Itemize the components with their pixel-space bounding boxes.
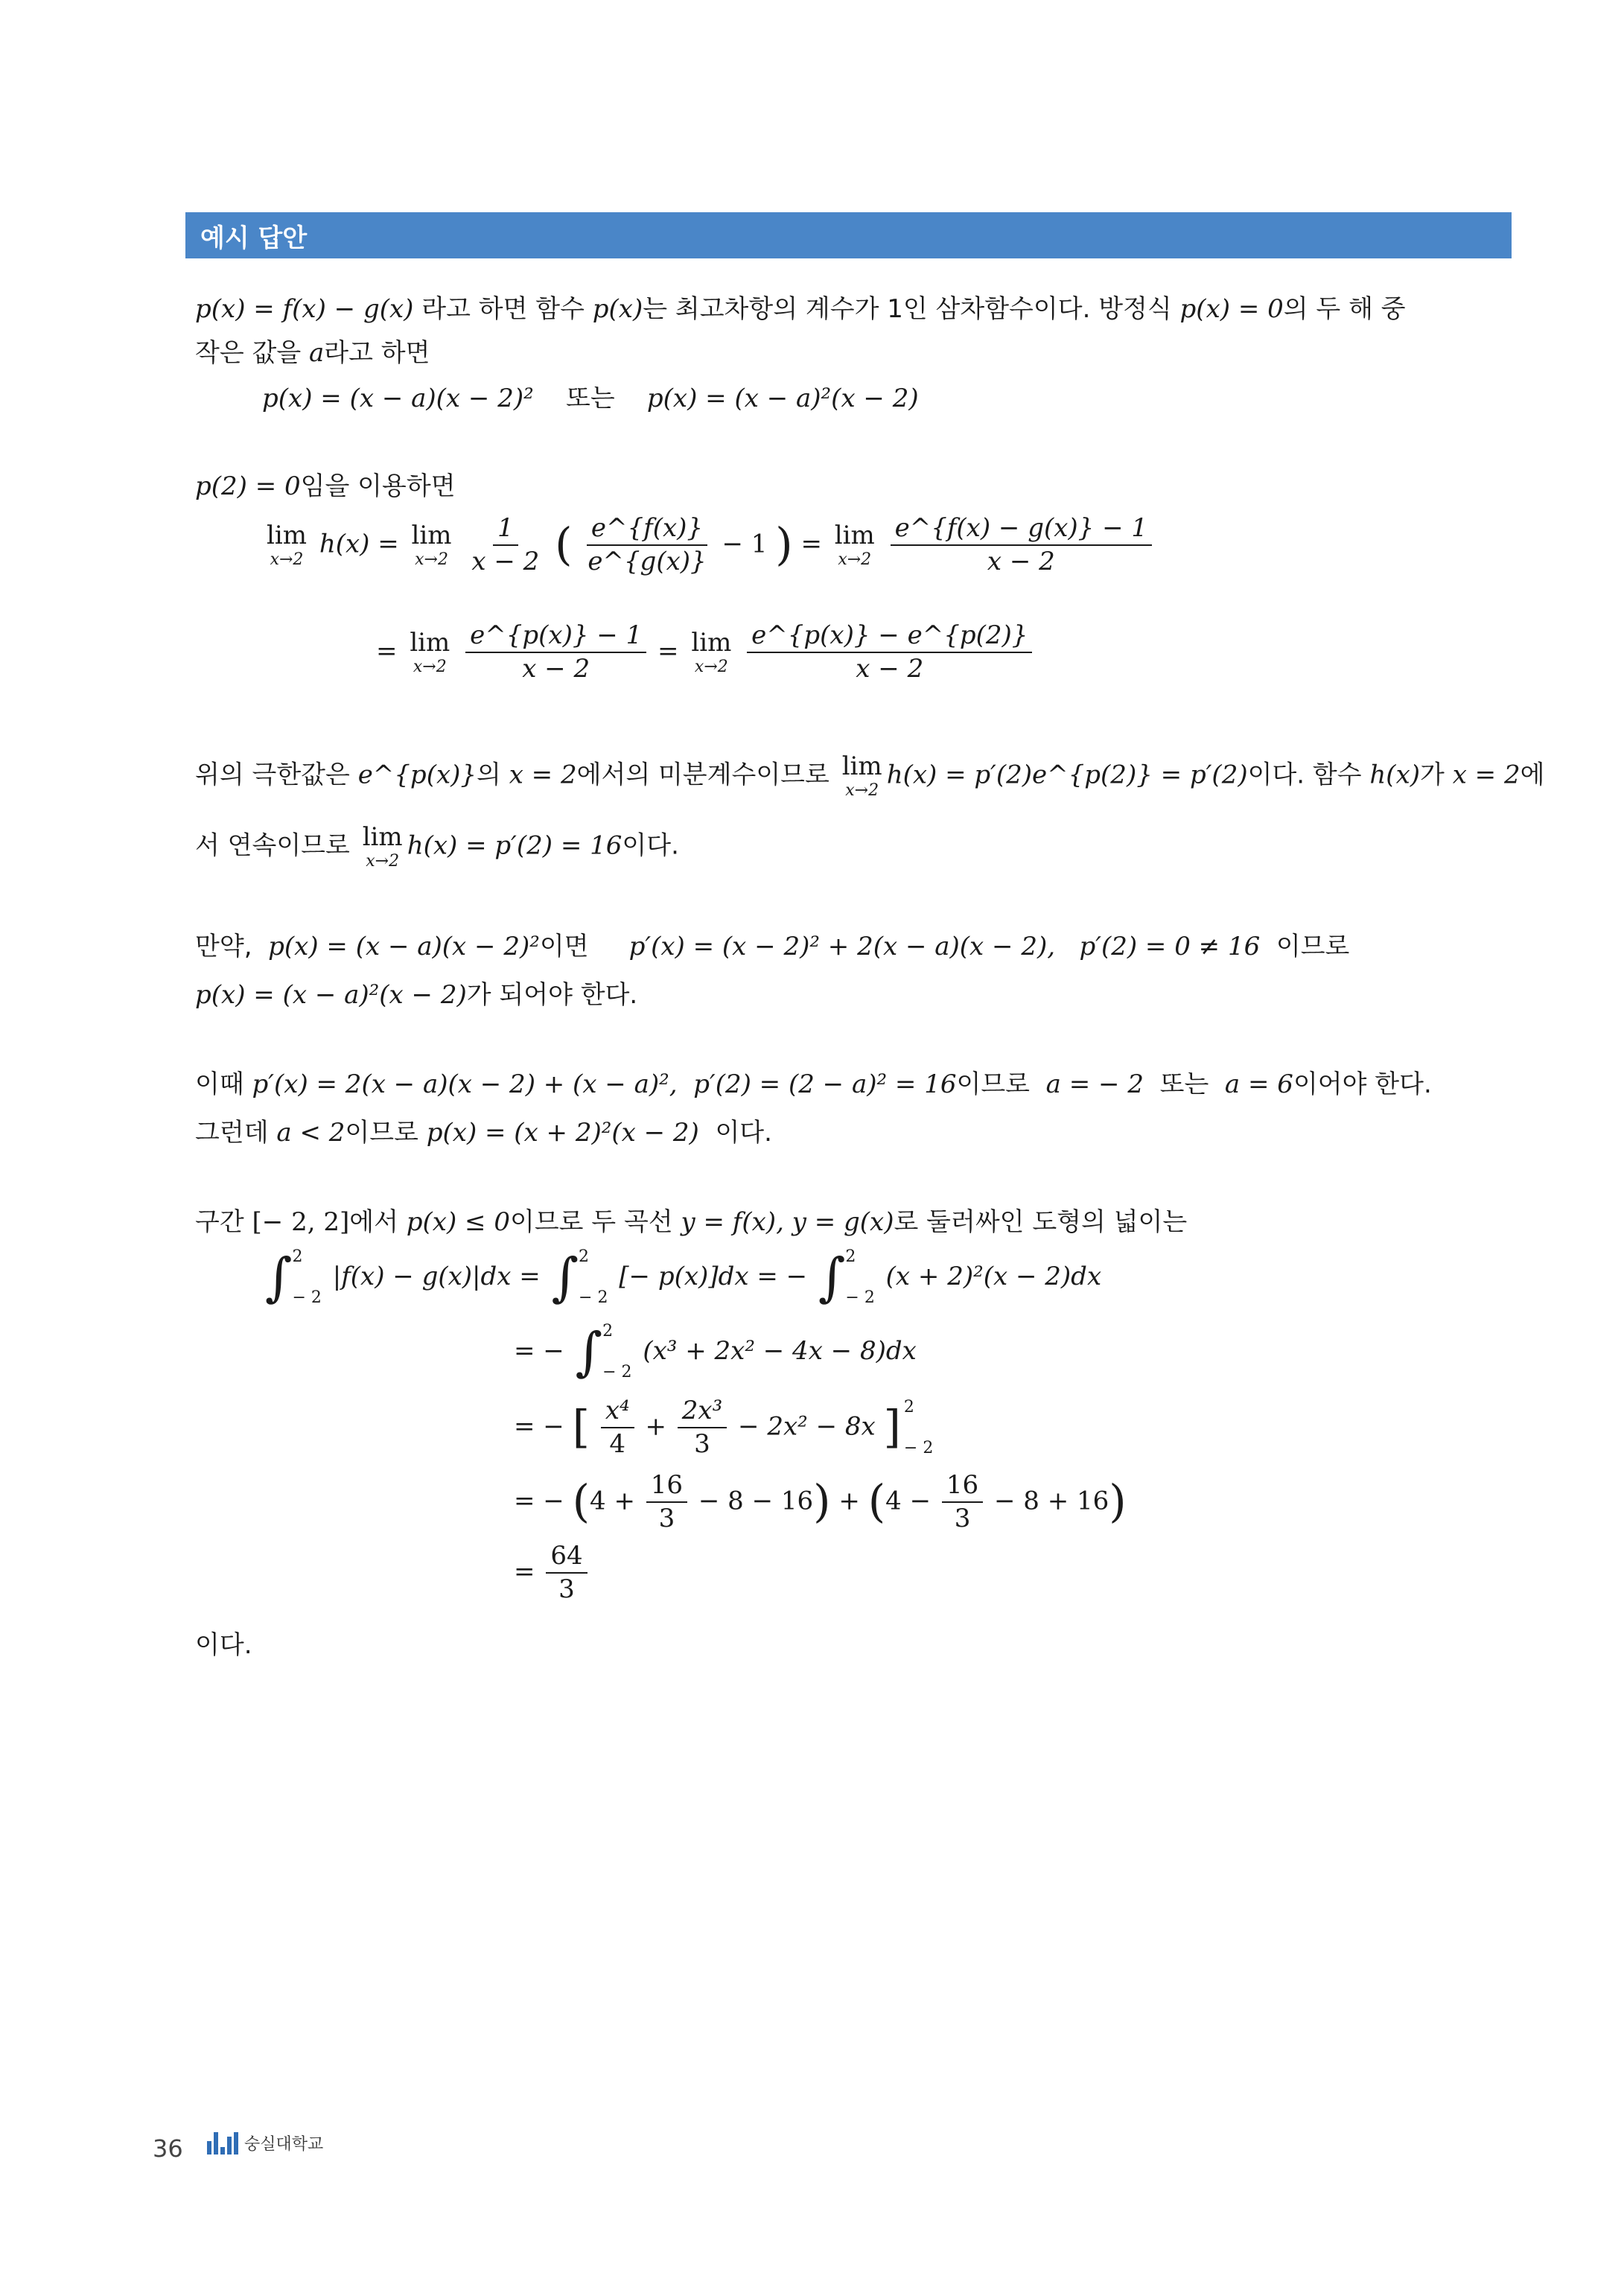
integral-sign: ∫ 2 − 2 bbox=[818, 1247, 875, 1308]
integral-line-4: = − (4 + $\frac{16}{3}$ − 8 − 16) + (4 − $\frac{16}{3}$ − 8 + 16) bbox=[514, 1470, 1127, 1534]
paragraph-1-line-1: p(x) = f(x) − g(x) 라고 하면 함수 p(x)는 최고차항의 계수가 1인 삼차함수이다. 방정식 p(x) = 0의 두 해 중 bbox=[195, 294, 1406, 324]
fraction: $\frac{e\^{}\{p(x)\} - e\^{}\{p(2)\}}{x - 2}$ bbox=[747, 621, 1032, 684]
paragraph-6-line-1: 구간 [− 2, 2]에서 p(x) ≤ 0이므로 두 곡선 y = f(x), y = g(x)로 둘러싸인 도형의 넓이는 bbox=[195, 1207, 1188, 1237]
lim: lim x→2 bbox=[410, 627, 450, 676]
limit-equation-1: lim x→2 h(x) = lim x→2 $\frac{1}{x - 2}$ ( $\frac{e\^{}\{f(x)\}}{e\^{}\{g(x)\}}$ − 1 ) = lim x→2 $\frac{e\^{}\{f(x) - g(x)\} - 1}{x - 2}$ bbox=[262, 514, 1155, 576]
integral-line-2: = − ∫ 2 − 2 (x³ + 2x² − 4x − 8)dx bbox=[514, 1321, 917, 1382]
paragraph-5-line-2: 그런데 a < 2이므로 p(x) = (x + 2)²(x − 2) 이다. bbox=[195, 1118, 772, 1148]
lim: lim x→2 bbox=[411, 520, 452, 569]
university-logo bbox=[207, 2131, 323, 2155]
paragraph-5-line-1: 이때 p′(x) = 2(x − a)(x − 2) + (x − a)², p′(2) = (2 − a)² = 16이므로 a = − 2 또는 a = 6이어야 한다. bbox=[195, 1069, 1432, 1099]
lim: lim x→2 bbox=[834, 520, 875, 569]
evaluation-bounds: 2 − 2 bbox=[903, 1398, 934, 1457]
fraction: $\frac{e\^{}\{f(x) - g(x)\} - 1}{x - 2}$ bbox=[891, 514, 1152, 576]
section-title: 예시 답안 bbox=[200, 223, 308, 253]
fraction: $\frac{\text{2x³}}{3}$ bbox=[678, 1396, 727, 1459]
paragraph-3-line-1: 위의 극한값은 e^{p(x)}의 x = 2에서의 미분계수이므로 lim x→2 h(x) = p′(2)e^{p(2)} = p′(2)이다. 함수 h(x)가 x = 2에 bbox=[195, 751, 1545, 801]
university-name: 숭실대학교 bbox=[244, 2135, 324, 2154]
paragraph-4-line-2: p(x) = (x − a)²(x − 2)가 되어야 한다. bbox=[195, 980, 638, 1010]
lim: lim x→2 bbox=[362, 822, 403, 871]
lim: lim x→2 bbox=[841, 751, 882, 801]
paragraph-1-equation: p(x) = (x − a)(x − 2)² 또는 p(x) = (x − a)²(x − 2) bbox=[262, 384, 919, 413]
conclusion: 이다. bbox=[195, 1630, 252, 1660]
integral-line-3: = − [ $\frac{\text{x⁴}}{4}$ + $\frac{\text{2x³}}{3}$ − 2x² − 8x ] 2 − 2 bbox=[514, 1396, 934, 1460]
fraction: $\frac{\text{x⁴}}{4}$ bbox=[601, 1396, 634, 1459]
fraction: $\frac{1}{x - 2}$ bbox=[471, 513, 540, 577]
lim: lim x→2 bbox=[267, 520, 307, 569]
limit-equation-2: = lim x→2 $\frac{e\^{}\{p(x)\} - 1}{x - 2}$ = lim x→2 $\frac{e\^{}\{p(x)\} - e\^{}\{p(2)\}}{x - 2}$ bbox=[376, 621, 1035, 684]
fraction: $\frac{64}{3}$ bbox=[546, 1542, 587, 1604]
fraction: $\frac{e\^{}\{p(x)\} - 1}{x - 2}$ bbox=[465, 621, 646, 684]
page-number: 36 bbox=[153, 2134, 183, 2163]
fraction: $\frac{16}{3}$ bbox=[646, 1471, 687, 1533]
integral-sign: ∫ 2 − 2 bbox=[551, 1247, 608, 1308]
integral-sign: ∫ 2 − 2 bbox=[575, 1321, 632, 1382]
fraction: $\frac{16}{3}$ bbox=[942, 1471, 983, 1533]
integral-line-5: = $\frac{64}{3}$ bbox=[514, 1542, 590, 1604]
lim: lim x→2 bbox=[691, 627, 732, 676]
paragraph-4-line-1: 만약, p(x) = (x − a)(x − 2)²이면 p′(x) = (x − 2)² + 2(x − a)(x − 2), p′(2) = 0 ≠ 16 이므로 bbox=[195, 932, 1350, 961]
paragraph-3-line-2: 서 연속이므로 lim x→2 h(x) = p′(2) = 16이다. bbox=[195, 822, 679, 871]
section-header bbox=[185, 212, 1512, 258]
logo-mark-icon bbox=[207, 2132, 238, 2155]
fraction: $\frac{e\^{}\{f(x)\}}{e\^{}\{g(x)\}}$ bbox=[587, 513, 707, 577]
integral-sign: ∫ 2 − 2 bbox=[265, 1247, 322, 1308]
paragraph-1-line-2: 작은 값을 a라고 하면 bbox=[195, 338, 430, 368]
integral-line-1: ∫ 2 − 2 |f(x) − g(x)|dx = ∫ 2 − 2 [− p(x)]dx = − ∫ 2 − 2 (x + 2)²(x − 2)dx bbox=[265, 1247, 1102, 1308]
paragraph-2-line-1: p(2) = 0임을 이용하면 bbox=[195, 471, 456, 501]
